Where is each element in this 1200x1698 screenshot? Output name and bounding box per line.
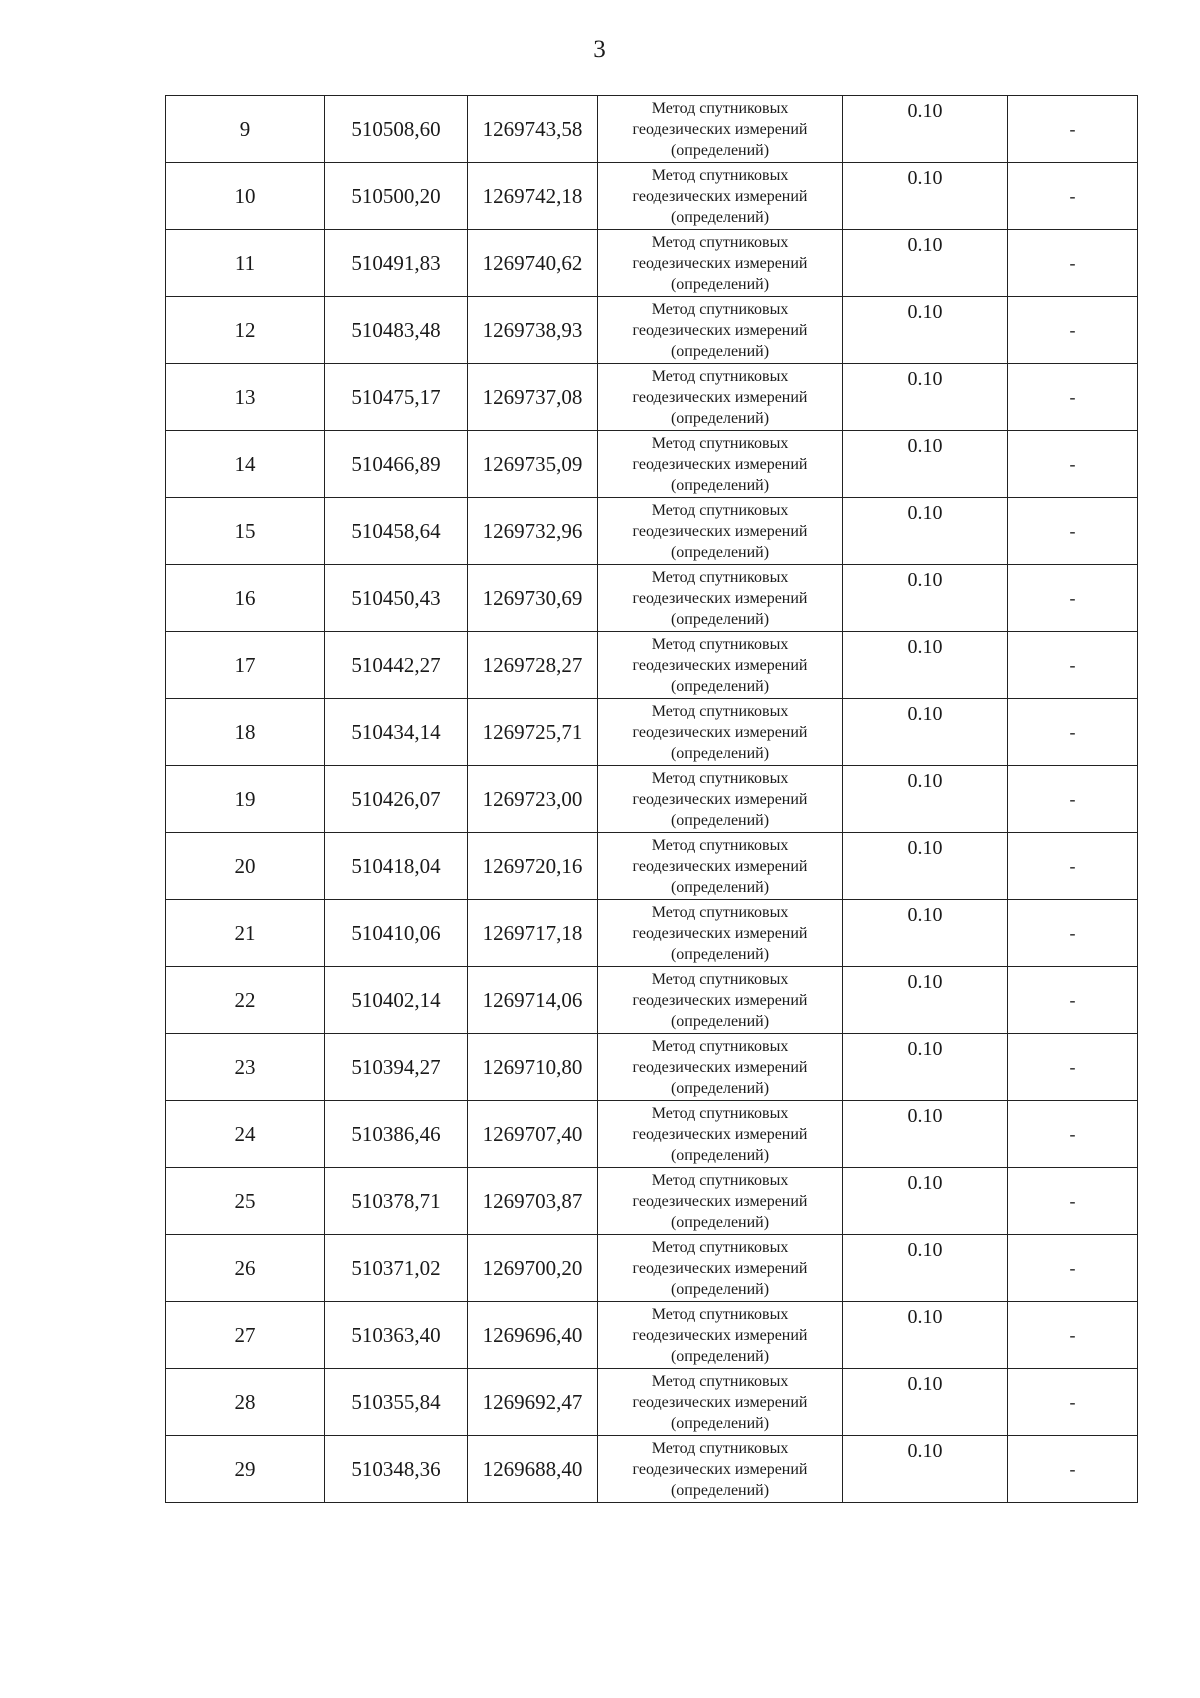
method-line: геодезических измерений (632, 321, 808, 339)
point-number-cell: 19 (166, 766, 325, 833)
method-line: Метод спутниковых (651, 1238, 789, 1256)
method-cell (598, 364, 843, 431)
accuracy-cell: 0.10 (843, 1369, 1008, 1436)
accuracy-cell: 0.10 (843, 699, 1008, 766)
method-line: (определений) (670, 275, 770, 293)
point-number-cell: 22 (166, 967, 325, 1034)
x-coordinate-cell: 510500,20 (325, 163, 468, 230)
accuracy-cell: 0.10 (843, 565, 1008, 632)
accuracy-cell: 0.10 (843, 230, 1008, 297)
method-line: (определений) (670, 878, 770, 896)
method-line: геодезических измерений (632, 254, 808, 272)
x-coordinate-cell: 510355,84 (325, 1369, 468, 1436)
accuracy-cell: 0.10 (843, 163, 1008, 230)
method-line: Метод спутниковых (651, 1439, 789, 1457)
y-coordinate-cell: 1269692,47 (468, 1369, 598, 1436)
accuracy-cell: 0.10 (843, 1235, 1008, 1302)
method-line: (определений) (670, 1280, 770, 1298)
y-coordinate-cell: 1269723,00 (468, 766, 598, 833)
y-coordinate-cell: 1269688,40 (468, 1436, 598, 1503)
x-coordinate-cell: 510386,46 (325, 1101, 468, 1168)
method-line: геодезических измерений (632, 1125, 808, 1143)
table-row (166, 498, 1138, 565)
method-line: (определений) (670, 811, 770, 829)
point-number-cell: 20 (166, 833, 325, 900)
x-coordinate-cell: 510458,64 (325, 498, 468, 565)
method-line: (определений) (670, 744, 770, 762)
point-number-cell: 21 (166, 900, 325, 967)
table-row (166, 96, 1138, 163)
description-cell: - (1008, 1369, 1138, 1436)
table-row (166, 766, 1138, 833)
table-row (166, 967, 1138, 1034)
y-coordinate-cell: 1269730,69 (468, 565, 598, 632)
method-line: Метод спутниковых (651, 99, 789, 117)
accuracy-cell: 0.10 (843, 1034, 1008, 1101)
x-coordinate-cell: 510450,43 (325, 565, 468, 632)
method-line: (определений) (670, 1012, 770, 1030)
point-number-cell: 14 (166, 431, 325, 498)
method-line: (определений) (670, 1481, 770, 1499)
method-line: Метод спутниковых (651, 233, 789, 251)
method-cell (598, 565, 843, 632)
x-coordinate-cell: 510378,71 (325, 1168, 468, 1235)
x-coordinate-cell: 510348,36 (325, 1436, 468, 1503)
accuracy-cell: 0.10 (843, 632, 1008, 699)
y-coordinate-cell: 1269717,18 (468, 900, 598, 967)
method-line: геодезических измерений (632, 991, 808, 1009)
method-line: Метод спутниковых (651, 568, 789, 586)
method-cell (598, 1235, 843, 1302)
method-line: геодезических измерений (632, 1393, 808, 1411)
table-row (166, 565, 1138, 632)
table-row (166, 1235, 1138, 1302)
method-line: Метод спутниковых (651, 903, 789, 921)
method-line: геодезических измерений (632, 1460, 808, 1478)
description-cell: - (1008, 565, 1138, 632)
table-row (166, 431, 1138, 498)
table-row (166, 1101, 1138, 1168)
y-coordinate-cell: 1269742,18 (468, 163, 598, 230)
table-row (166, 1436, 1138, 1503)
method-cell (598, 766, 843, 833)
method-line: геодезических измерений (632, 187, 808, 205)
method-line: геодезических измерений (632, 455, 808, 473)
point-number-cell: 16 (166, 565, 325, 632)
point-number-cell: 24 (166, 1101, 325, 1168)
x-coordinate-cell: 510418,04 (325, 833, 468, 900)
method-line: Метод спутниковых (651, 434, 789, 452)
x-coordinate-cell: 510371,02 (325, 1235, 468, 1302)
table-row (166, 1168, 1138, 1235)
point-number-cell: 27 (166, 1302, 325, 1369)
accuracy-cell: 0.10 (843, 833, 1008, 900)
method-line: (определений) (670, 945, 770, 963)
method-line: (определений) (670, 1414, 770, 1432)
y-coordinate-cell: 1269737,08 (468, 364, 598, 431)
accuracy-cell: 0.10 (843, 297, 1008, 364)
accuracy-cell: 0.10 (843, 766, 1008, 833)
accuracy-cell: 0.10 (843, 364, 1008, 431)
accuracy-cell: 0.10 (843, 431, 1008, 498)
coordinates-table-body (166, 96, 1138, 1503)
y-coordinate-cell: 1269700,20 (468, 1235, 598, 1302)
method-cell (598, 431, 843, 498)
description-cell: - (1008, 766, 1138, 833)
coordinates-table (165, 95, 1138, 1503)
table-row (166, 1034, 1138, 1101)
x-coordinate-cell: 510491,83 (325, 230, 468, 297)
description-cell: - (1008, 1235, 1138, 1302)
point-number-cell: 18 (166, 699, 325, 766)
method-line: (определений) (670, 342, 770, 360)
method-cell (598, 833, 843, 900)
y-coordinate-cell: 1269707,40 (468, 1101, 598, 1168)
point-number-cell: 11 (166, 230, 325, 297)
y-coordinate-cell: 1269696,40 (468, 1302, 598, 1369)
y-coordinate-cell: 1269725,71 (468, 699, 598, 766)
method-cell (598, 699, 843, 766)
y-coordinate-cell: 1269728,27 (468, 632, 598, 699)
method-line: геодезических измерений (632, 857, 808, 875)
description-cell: - (1008, 1302, 1138, 1369)
y-coordinate-cell: 1269740,62 (468, 230, 598, 297)
method-cell (598, 1302, 843, 1369)
accuracy-cell: 0.10 (843, 498, 1008, 565)
x-coordinate-cell: 510466,89 (325, 431, 468, 498)
method-line: Метод спутниковых (651, 300, 789, 318)
method-line: геодезических измерений (632, 656, 808, 674)
point-number-cell: 9 (166, 96, 325, 163)
method-line: Метод спутниковых (651, 1305, 789, 1323)
method-line: геодезических измерений (632, 1058, 808, 1076)
method-line: геодезических измерений (632, 1259, 808, 1277)
y-coordinate-cell: 1269738,93 (468, 297, 598, 364)
accuracy-cell: 0.10 (843, 1436, 1008, 1503)
method-line: Метод спутниковых (651, 836, 789, 854)
x-coordinate-cell: 510483,48 (325, 297, 468, 364)
method-line: Метод спутниковых (651, 970, 789, 988)
method-line: геодезических измерений (632, 790, 808, 808)
method-line: геодезических измерений (632, 924, 808, 942)
method-line: Метод спутниковых (651, 1171, 789, 1189)
method-line: (определений) (670, 409, 770, 427)
point-number-cell: 13 (166, 364, 325, 431)
method-line: Метод спутниковых (651, 1372, 789, 1390)
description-cell: - (1008, 96, 1138, 163)
point-number-cell: 17 (166, 632, 325, 699)
description-cell: - (1008, 1034, 1138, 1101)
point-number-cell: 10 (166, 163, 325, 230)
method-line: геодезических измерений (632, 1326, 808, 1344)
table-row (166, 297, 1138, 364)
table-row (166, 900, 1138, 967)
table-row (166, 833, 1138, 900)
description-cell: - (1008, 632, 1138, 699)
method-line: (определений) (670, 1079, 770, 1097)
description-cell: - (1008, 364, 1138, 431)
description-cell: - (1008, 1168, 1138, 1235)
x-coordinate-cell: 510410,06 (325, 900, 468, 967)
method-line: (определений) (670, 1213, 770, 1231)
method-cell (598, 1168, 843, 1235)
x-coordinate-cell: 510426,07 (325, 766, 468, 833)
method-line: геодезических измерений (632, 589, 808, 607)
table-row (166, 1369, 1138, 1436)
table-row (166, 364, 1138, 431)
method-line: Метод спутниковых (651, 367, 789, 385)
point-number-cell: 29 (166, 1436, 325, 1503)
method-line: геодезических измерений (632, 388, 808, 406)
accuracy-cell: 0.10 (843, 1302, 1008, 1369)
method-line: Метод спутниковых (651, 702, 789, 720)
description-cell: - (1008, 230, 1138, 297)
x-coordinate-cell: 510442,27 (325, 632, 468, 699)
x-coordinate-cell: 510475,17 (325, 364, 468, 431)
accuracy-cell: 0.10 (843, 1168, 1008, 1235)
y-coordinate-cell: 1269714,06 (468, 967, 598, 1034)
description-cell: - (1008, 1436, 1138, 1503)
accuracy-cell: 0.10 (843, 96, 1008, 163)
table-row (166, 1302, 1138, 1369)
method-cell (598, 632, 843, 699)
method-line: (определений) (670, 208, 770, 226)
description-cell: - (1008, 163, 1138, 230)
y-coordinate-cell: 1269732,96 (468, 498, 598, 565)
method-line: Метод спутниковых (651, 166, 789, 184)
method-line: (определений) (670, 476, 770, 494)
method-cell (598, 1436, 843, 1503)
description-cell: - (1008, 1101, 1138, 1168)
description-cell: - (1008, 900, 1138, 967)
method-cell (598, 163, 843, 230)
table-row (166, 163, 1138, 230)
point-number-cell: 15 (166, 498, 325, 565)
description-cell: - (1008, 431, 1138, 498)
description-cell: - (1008, 833, 1138, 900)
y-coordinate-cell: 1269735,09 (468, 431, 598, 498)
page-number: 3 (593, 36, 607, 63)
method-cell (598, 1034, 843, 1101)
method-cell (598, 96, 843, 163)
point-number-cell: 26 (166, 1235, 325, 1302)
description-cell: - (1008, 967, 1138, 1034)
table-row (166, 230, 1138, 297)
method-line: Метод спутниковых (651, 1037, 789, 1055)
accuracy-cell: 0.10 (843, 1101, 1008, 1168)
method-line: Метод спутниковых (651, 501, 789, 519)
point-number-cell: 23 (166, 1034, 325, 1101)
x-coordinate-cell: 510508,60 (325, 96, 468, 163)
point-number-cell: 12 (166, 297, 325, 364)
accuracy-cell: 0.10 (843, 900, 1008, 967)
method-line: Метод спутниковых (651, 1104, 789, 1122)
table-row (166, 632, 1138, 699)
method-line: (определений) (670, 1146, 770, 1164)
x-coordinate-cell: 510394,27 (325, 1034, 468, 1101)
method-line: (определений) (670, 677, 770, 695)
method-line: Метод спутниковых (651, 635, 789, 653)
method-line: Метод спутниковых (651, 769, 789, 787)
description-cell: - (1008, 498, 1138, 565)
table-row (166, 699, 1138, 766)
y-coordinate-cell: 1269720,16 (468, 833, 598, 900)
y-coordinate-cell: 1269743,58 (468, 96, 598, 163)
method-cell (598, 1369, 843, 1436)
method-cell (598, 297, 843, 364)
y-coordinate-cell: 1269703,87 (468, 1168, 598, 1235)
method-cell (598, 1101, 843, 1168)
description-cell: - (1008, 699, 1138, 766)
method-line: (определений) (670, 1347, 770, 1365)
y-coordinate-cell: 1269710,80 (468, 1034, 598, 1101)
x-coordinate-cell: 510402,14 (325, 967, 468, 1034)
method-line: (определений) (670, 543, 770, 561)
method-line: геодезических измерений (632, 120, 808, 138)
method-line: (определений) (670, 141, 770, 159)
x-coordinate-cell: 510434,14 (325, 699, 468, 766)
point-number-cell: 25 (166, 1168, 325, 1235)
x-coordinate-cell: 510363,40 (325, 1302, 468, 1369)
description-cell: - (1008, 297, 1138, 364)
method-cell (598, 967, 843, 1034)
method-line: геодезических измерений (632, 522, 808, 540)
method-cell (598, 900, 843, 967)
method-line: геодезических измерений (632, 1192, 808, 1210)
accuracy-cell: 0.10 (843, 967, 1008, 1034)
method-line: (определений) (670, 610, 770, 628)
method-cell (598, 498, 843, 565)
point-number-cell: 28 (166, 1369, 325, 1436)
method-line: геодезических измерений (632, 723, 808, 741)
method-cell (598, 230, 843, 297)
